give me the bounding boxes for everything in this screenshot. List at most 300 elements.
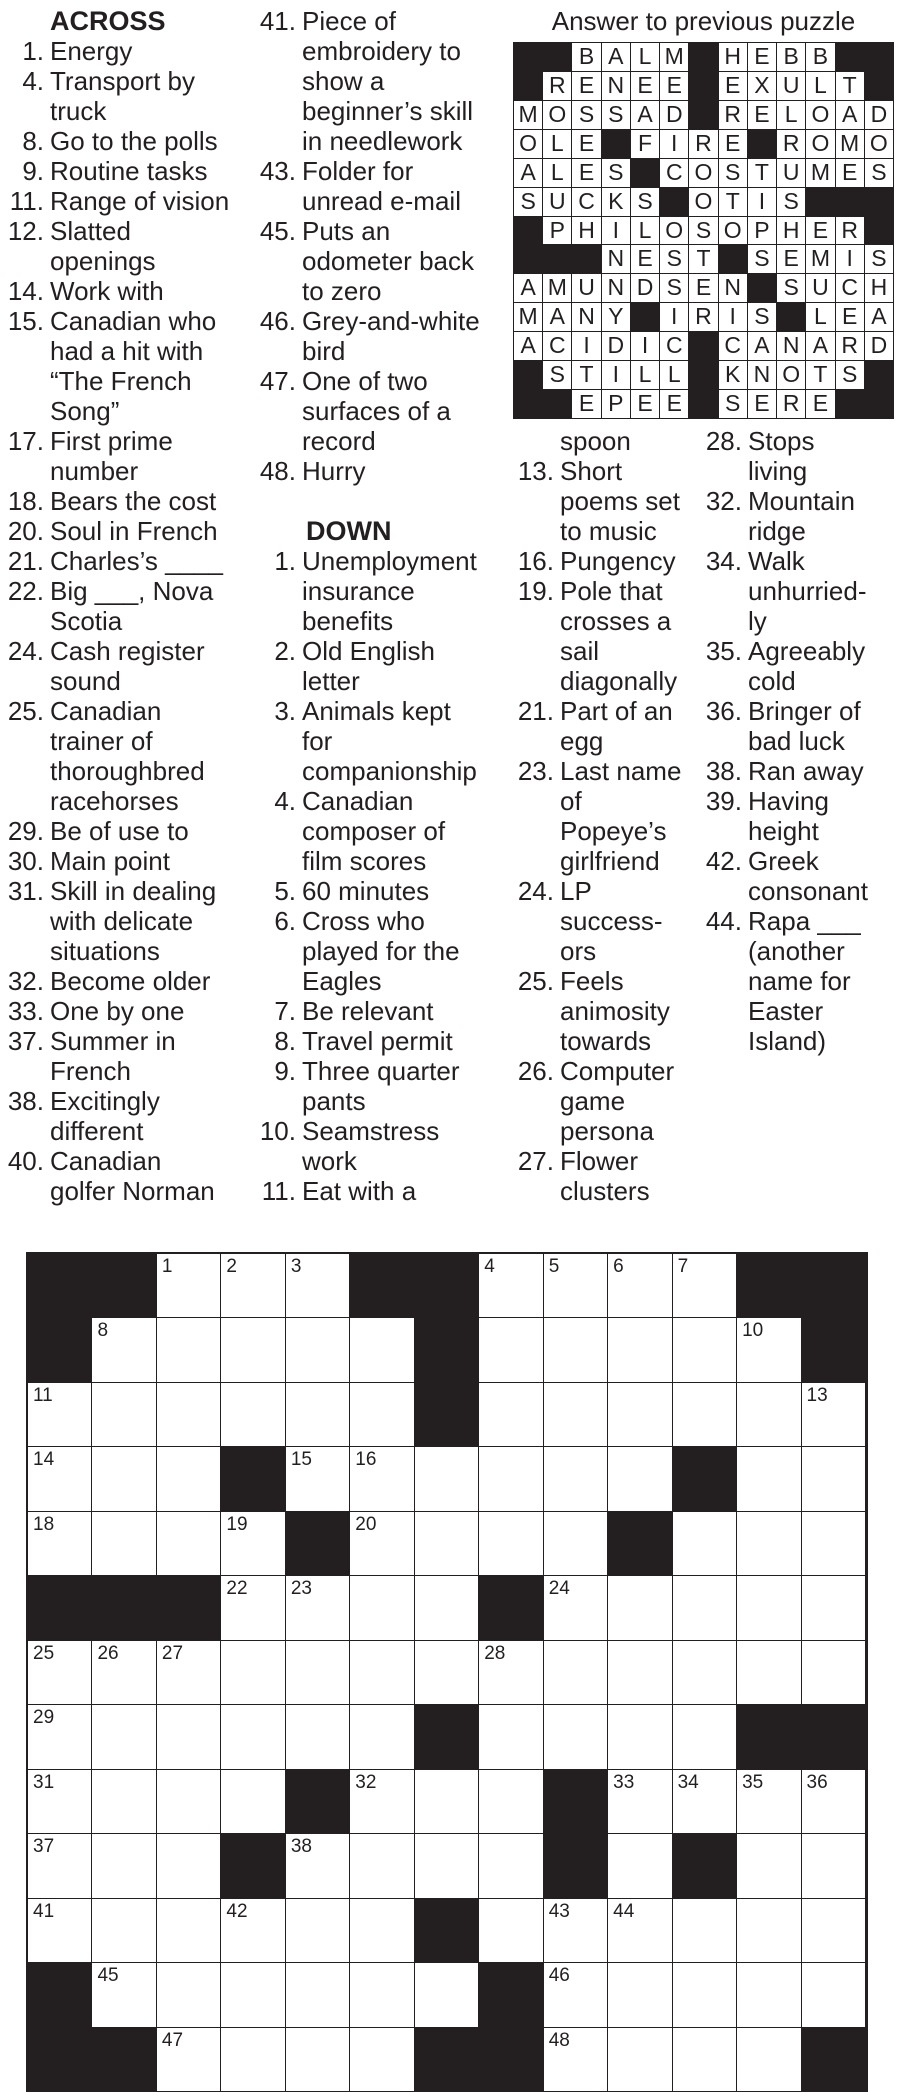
down-clue-line bbox=[698, 1026, 897, 1056]
grid-answer-cell[interactable] bbox=[415, 1641, 479, 1705]
grid-answer-cell[interactable] bbox=[802, 1576, 866, 1640]
clue-number: 25. bbox=[7, 696, 44, 726]
grid-answer-cell[interactable] bbox=[479, 1770, 543, 1834]
across-clue-line bbox=[0, 1056, 250, 1086]
grid-answer-cell[interactable] bbox=[544, 1383, 608, 1447]
clue-number: 30. bbox=[7, 846, 44, 876]
grid-answer-cell[interactable] bbox=[415, 1512, 479, 1576]
across-clue-line bbox=[0, 1116, 250, 1146]
grid-answer-cell[interactable] bbox=[28, 1705, 92, 1769]
down-clue-line bbox=[698, 876, 897, 906]
answer-letter-cell: R bbox=[718, 100, 748, 130]
across-clue-line bbox=[0, 66, 250, 96]
grid-answer-cell[interactable] bbox=[544, 1512, 608, 1576]
grid-answer-cell[interactable] bbox=[544, 1576, 608, 1640]
grid-answer-cell[interactable] bbox=[286, 1834, 350, 1898]
answer-block-cell bbox=[571, 244, 601, 274]
grid-answer-cell[interactable] bbox=[92, 1641, 156, 1705]
grid-answer-cell[interactable] bbox=[350, 2028, 414, 2092]
grid-answer-cell[interactable] bbox=[673, 1770, 737, 1834]
grid-answer-cell[interactable] bbox=[608, 1641, 672, 1705]
grid-answer-cell[interactable] bbox=[350, 1576, 414, 1640]
clue-text: Stops bbox=[748, 426, 815, 456]
grid-answer-cell[interactable] bbox=[286, 2028, 350, 2092]
clue-text: Energy bbox=[50, 36, 133, 66]
cell-number: 41 bbox=[33, 1900, 55, 1922]
answer-block-cell bbox=[513, 244, 543, 274]
down-clue-line bbox=[510, 786, 700, 816]
grid-answer-cell[interactable] bbox=[28, 1834, 92, 1898]
clue-text: Three quarter bbox=[302, 1056, 460, 1086]
answer-letter-cell: M bbox=[542, 273, 572, 303]
clue-number: 31. bbox=[7, 876, 44, 906]
cell-number: 4 bbox=[484, 1256, 495, 1277]
grid-block-cell bbox=[28, 2028, 92, 2092]
across-clue-line bbox=[0, 396, 250, 426]
clue-number: 28. bbox=[705, 426, 742, 456]
grid-block-cell bbox=[28, 1963, 92, 2027]
answer-letter-cell: U bbox=[805, 273, 835, 303]
down-clue-line bbox=[252, 606, 510, 636]
answer-letter-cell: D bbox=[864, 100, 894, 130]
grid-answer-cell[interactable] bbox=[221, 2028, 285, 2092]
grid-block-cell bbox=[415, 1705, 479, 1769]
answer-letter-cell: P bbox=[601, 389, 631, 419]
grid-block-cell bbox=[737, 1254, 801, 1318]
clue-text: Piece of bbox=[302, 6, 396, 36]
clue-text: Be of use to bbox=[50, 816, 189, 846]
grid-answer-cell[interactable] bbox=[608, 1899, 672, 1963]
grid-answer-cell[interactable] bbox=[608, 1318, 672, 1382]
across-clue-line bbox=[252, 36, 510, 66]
across-clue-line bbox=[0, 216, 250, 246]
down-clue-line bbox=[698, 786, 897, 816]
grid-answer-cell[interactable] bbox=[92, 1318, 156, 1382]
down-clue-line bbox=[510, 726, 700, 756]
grid-answer-cell[interactable] bbox=[802, 1512, 866, 1576]
clue-text: persona bbox=[560, 1116, 654, 1146]
grid-answer-cell[interactable] bbox=[608, 2028, 672, 2092]
clue-text: Feels bbox=[560, 966, 624, 996]
grid-answer-cell[interactable] bbox=[92, 1705, 156, 1769]
answer-letter-cell: E bbox=[805, 216, 835, 246]
grid-answer-cell[interactable] bbox=[673, 1576, 737, 1640]
clue-text: record bbox=[302, 426, 376, 456]
grid-answer-cell[interactable] bbox=[92, 1770, 156, 1834]
clue-text: Go to the polls bbox=[50, 126, 218, 156]
grid-answer-cell[interactable] bbox=[608, 1834, 672, 1898]
across-clue-line bbox=[0, 546, 250, 576]
answer-letter-cell: E bbox=[630, 244, 660, 274]
clue-text: Seamstress bbox=[302, 1116, 440, 1146]
answer-letter-cell: H bbox=[776, 216, 806, 246]
grid-answer-cell[interactable] bbox=[737, 1318, 801, 1382]
grid-block-cell bbox=[673, 1447, 737, 1511]
grid-answer-cell[interactable] bbox=[157, 2028, 221, 2092]
grid-answer-cell[interactable] bbox=[157, 1899, 221, 1963]
grid-block-cell bbox=[415, 1254, 479, 1318]
clue-number: 32. bbox=[705, 486, 742, 516]
grid-answer-cell[interactable] bbox=[544, 1963, 608, 2027]
answer-letter-cell: I bbox=[747, 187, 777, 217]
across-clue-line bbox=[0, 696, 250, 726]
grid-answer-cell[interactable] bbox=[350, 1512, 414, 1576]
grid-answer-cell[interactable] bbox=[415, 1576, 479, 1640]
clue-text: Range of vision bbox=[50, 186, 230, 216]
clue-text: bad luck bbox=[748, 726, 845, 756]
clue-text: film scores bbox=[302, 846, 427, 876]
grid-answer-cell[interactable] bbox=[608, 1254, 672, 1318]
grid-answer-cell[interactable] bbox=[28, 1899, 92, 1963]
answer-block-cell bbox=[835, 389, 865, 419]
down-clue-line bbox=[510, 546, 700, 576]
grid-answer-cell[interactable] bbox=[737, 1770, 801, 1834]
grid-answer-cell[interactable] bbox=[157, 1963, 221, 2027]
down-clue-line bbox=[252, 1116, 510, 1146]
cell-number: 48 bbox=[548, 2029, 570, 2051]
grid-answer-cell[interactable] bbox=[673, 1963, 737, 2027]
grid-answer-cell[interactable] bbox=[221, 1641, 285, 1705]
clue-text: composer of bbox=[302, 816, 446, 846]
down-clue-line bbox=[698, 696, 897, 726]
clue-text: Pole that bbox=[560, 576, 663, 606]
grid-answer-cell[interactable] bbox=[544, 2028, 608, 2092]
grid-answer-cell[interactable] bbox=[479, 1899, 543, 1963]
grid-answer-cell[interactable] bbox=[737, 1576, 801, 1640]
grid-answer-cell[interactable] bbox=[221, 1576, 285, 1640]
grid-answer-cell[interactable] bbox=[544, 1318, 608, 1382]
grid-answer-cell[interactable] bbox=[544, 1254, 608, 1318]
answer-letter-cell: O bbox=[688, 187, 718, 217]
answer-letter-cell: X bbox=[747, 71, 777, 101]
cell-number: 5 bbox=[548, 1256, 560, 1277]
grid-answer-cell[interactable] bbox=[802, 1963, 866, 2027]
grid-answer-cell[interactable] bbox=[737, 1383, 801, 1447]
grid-answer-cell[interactable] bbox=[802, 1770, 866, 1834]
answer-letter-cell: S bbox=[688, 216, 718, 246]
grid-block-cell bbox=[28, 1318, 92, 1382]
clue-text: Canadian who bbox=[50, 306, 217, 336]
grid-answer-cell[interactable] bbox=[221, 1383, 285, 1447]
grid-answer-cell[interactable] bbox=[673, 1641, 737, 1705]
across-clue-line bbox=[252, 456, 510, 486]
answer-letter-cell: E bbox=[630, 71, 660, 101]
cell-number: 10 bbox=[742, 1320, 764, 1342]
clue-number: 9. bbox=[274, 1056, 296, 1086]
answer-letter-cell: K bbox=[601, 187, 631, 217]
cell-number: 1 bbox=[161, 1256, 173, 1277]
clue-text: Be relevant bbox=[302, 996, 434, 1026]
down-clue-line bbox=[510, 1056, 700, 1086]
grid-answer-cell[interactable] bbox=[157, 1770, 221, 1834]
cell-number: 2 bbox=[226, 1256, 237, 1277]
clue-number: 37. bbox=[7, 1026, 44, 1056]
grid-answer-cell[interactable] bbox=[802, 1899, 866, 1963]
down-clue-line bbox=[252, 966, 510, 996]
clue-number: 40. bbox=[7, 1146, 44, 1176]
grid-answer-cell[interactable] bbox=[286, 1576, 350, 1640]
grid-answer-cell[interactable] bbox=[350, 1834, 414, 1898]
grid-answer-cell[interactable] bbox=[737, 1641, 801, 1705]
answer-letter-cell: E bbox=[747, 100, 777, 130]
grid-answer-cell[interactable] bbox=[673, 1383, 737, 1447]
grid-answer-cell[interactable] bbox=[608, 1705, 672, 1769]
grid-answer-cell[interactable] bbox=[737, 1899, 801, 1963]
clue-number: 8. bbox=[274, 1026, 296, 1056]
down-clue-line bbox=[252, 996, 510, 1026]
grid-answer-cell[interactable] bbox=[737, 1447, 801, 1511]
grid-answer-cell[interactable] bbox=[544, 1641, 608, 1705]
clue-text: Hurry bbox=[302, 456, 366, 486]
grid-answer-cell[interactable] bbox=[802, 1834, 866, 1898]
grid-answer-cell[interactable] bbox=[157, 1254, 221, 1318]
clue-text: unread e-mail bbox=[302, 186, 461, 216]
clue-number: 35. bbox=[705, 636, 742, 666]
grid-answer-cell[interactable] bbox=[608, 1576, 672, 1640]
answer-letter-cell: E bbox=[805, 389, 835, 419]
answer-block-cell bbox=[776, 302, 806, 332]
across-clue-line bbox=[0, 756, 250, 786]
clue-text: Slatted bbox=[50, 216, 131, 246]
grid-answer-cell[interactable] bbox=[673, 1705, 737, 1769]
clue-text: Soul in French bbox=[50, 516, 218, 546]
cell-number: 42 bbox=[226, 1900, 248, 1922]
clue-text: spoon bbox=[560, 426, 631, 456]
grid-answer-cell[interactable] bbox=[479, 1512, 543, 1576]
across-clue-line bbox=[252, 366, 510, 396]
grid-answer-cell[interactable] bbox=[608, 1383, 672, 1447]
answer-block-cell bbox=[835, 42, 865, 72]
grid-answer-cell[interactable] bbox=[479, 1447, 543, 1511]
grid-answer-cell[interactable] bbox=[350, 1963, 414, 2027]
clue-number: 44. bbox=[705, 906, 742, 936]
clue-number: 21. bbox=[7, 546, 44, 576]
grid-answer-cell[interactable] bbox=[737, 1834, 801, 1898]
clue-text: game bbox=[560, 1086, 626, 1116]
grid-answer-cell[interactable] bbox=[157, 1641, 221, 1705]
answer-letter-cell: L bbox=[630, 360, 660, 390]
down-clue-line bbox=[510, 606, 700, 636]
answer-letter-cell: C bbox=[571, 187, 601, 217]
grid-answer-cell[interactable] bbox=[673, 1899, 737, 1963]
answer-block-cell bbox=[747, 273, 777, 303]
grid-answer-cell[interactable] bbox=[92, 1834, 156, 1898]
down-clue-line bbox=[252, 666, 510, 696]
across-clue-line bbox=[0, 906, 250, 936]
grid-answer-cell[interactable] bbox=[221, 1318, 285, 1382]
clue-text: crosses a bbox=[560, 606, 672, 636]
clue-text: poems set bbox=[560, 486, 680, 516]
clue-text: ly bbox=[748, 606, 767, 636]
grid-answer-cell[interactable] bbox=[544, 1705, 608, 1769]
answer-letter-cell: U bbox=[776, 158, 806, 188]
answer-block-cell bbox=[688, 360, 718, 390]
across-clue-line bbox=[0, 726, 250, 756]
across-clue-line bbox=[0, 576, 250, 606]
across-clue-line bbox=[252, 246, 510, 276]
grid-answer-cell[interactable] bbox=[350, 1641, 414, 1705]
clue-text: egg bbox=[560, 726, 604, 756]
answer-block-cell bbox=[601, 129, 631, 159]
previous-answer-grid bbox=[513, 42, 893, 418]
answer-letter-cell: E bbox=[571, 389, 601, 419]
answer-block-cell bbox=[864, 216, 894, 246]
grid-answer-cell[interactable] bbox=[608, 1963, 672, 2027]
grid-block-cell bbox=[28, 1254, 92, 1318]
grid-answer-cell[interactable] bbox=[157, 1705, 221, 1769]
grid-answer-cell[interactable] bbox=[286, 1963, 350, 2027]
grid-answer-cell[interactable] bbox=[479, 1641, 543, 1705]
grid-answer-cell[interactable] bbox=[28, 1770, 92, 1834]
grid-answer-cell[interactable] bbox=[608, 1447, 672, 1511]
clue-text: Cash register bbox=[50, 636, 205, 666]
grid-answer-cell[interactable] bbox=[286, 1318, 350, 1382]
answer-letter-cell: D bbox=[630, 273, 660, 303]
grid-answer-cell[interactable] bbox=[92, 1447, 156, 1511]
grid-answer-cell[interactable] bbox=[92, 1512, 156, 1576]
grid-answer-cell[interactable] bbox=[802, 1447, 866, 1511]
grid-answer-cell[interactable] bbox=[350, 1899, 414, 1963]
grid-answer-cell[interactable] bbox=[544, 1447, 608, 1511]
grid-answer-cell[interactable] bbox=[673, 1318, 737, 1382]
across-clue-line bbox=[0, 1176, 250, 1206]
down-clue-line bbox=[510, 486, 700, 516]
grid-answer-cell[interactable] bbox=[286, 1705, 350, 1769]
grid-answer-cell[interactable] bbox=[415, 1770, 479, 1834]
clue-text: height bbox=[748, 816, 819, 846]
grid-answer-cell[interactable] bbox=[479, 1705, 543, 1769]
grid-answer-cell[interactable] bbox=[92, 1383, 156, 1447]
grid-block-cell bbox=[415, 1383, 479, 1447]
grid-answer-cell[interactable] bbox=[415, 1963, 479, 2027]
grid-answer-cell[interactable] bbox=[92, 1963, 156, 2027]
across-clue-line bbox=[252, 96, 510, 126]
answer-letter-cell: O bbox=[513, 129, 543, 159]
grid-answer-cell[interactable] bbox=[221, 1512, 285, 1576]
clue-number: 6. bbox=[274, 906, 296, 936]
answer-letter-cell: S bbox=[513, 187, 543, 217]
grid-answer-cell[interactable] bbox=[221, 1899, 285, 1963]
clue-text: pants bbox=[302, 1086, 366, 1116]
answer-letter-cell: S bbox=[630, 187, 660, 217]
answer-block-cell bbox=[659, 187, 689, 217]
grid-answer-cell[interactable] bbox=[92, 1899, 156, 1963]
grid-answer-cell[interactable] bbox=[157, 1383, 221, 1447]
down-clue-line bbox=[252, 876, 510, 906]
clue-text: sound bbox=[50, 666, 121, 696]
grid-answer-cell[interactable] bbox=[802, 1383, 866, 1447]
cell-number: 14 bbox=[33, 1449, 55, 1471]
across-clue-line bbox=[0, 126, 250, 156]
grid-block-cell bbox=[157, 1576, 221, 1640]
clue-text: Last name bbox=[560, 756, 682, 786]
grid-answer-cell[interactable] bbox=[673, 1254, 737, 1318]
answer-letter-cell: R bbox=[776, 129, 806, 159]
across-clue-line bbox=[0, 366, 250, 396]
grid-answer-cell[interactable] bbox=[221, 1963, 285, 2027]
grid-answer-cell[interactable] bbox=[350, 1770, 414, 1834]
grid-answer-cell[interactable] bbox=[415, 1447, 479, 1511]
clue-number: 34. bbox=[705, 546, 742, 576]
down-clue-line bbox=[252, 1146, 510, 1176]
grid-answer-cell[interactable] bbox=[157, 1512, 221, 1576]
grid-answer-cell[interactable] bbox=[286, 1447, 350, 1511]
grid-block-cell bbox=[802, 1254, 866, 1318]
across-clue-line bbox=[252, 156, 510, 186]
grid-answer-cell[interactable] bbox=[286, 1254, 350, 1318]
grid-answer-cell[interactable] bbox=[479, 1834, 543, 1898]
grid-answer-cell[interactable] bbox=[737, 2028, 801, 2092]
clue-number: 27. bbox=[517, 1146, 554, 1176]
clue-number: 23. bbox=[517, 756, 554, 786]
answer-letter-cell: S bbox=[747, 244, 777, 274]
grid-answer-cell[interactable] bbox=[479, 1254, 543, 1318]
clue-text: diagonally bbox=[560, 666, 678, 696]
grid-answer-cell[interactable] bbox=[221, 1770, 285, 1834]
grid-answer-cell[interactable] bbox=[28, 1512, 92, 1576]
answer-letter-cell: O bbox=[542, 100, 572, 130]
down-clue-line bbox=[252, 546, 510, 576]
clue-number: 4. bbox=[274, 786, 296, 816]
grid-answer-cell[interactable] bbox=[350, 1447, 414, 1511]
answer-letter-cell: A bbox=[630, 100, 660, 130]
grid-answer-cell[interactable] bbox=[157, 1318, 221, 1382]
grid-answer-cell[interactable] bbox=[28, 1383, 92, 1447]
answer-block-cell bbox=[688, 42, 718, 72]
clue-text: One of two bbox=[302, 366, 428, 396]
answer-letter-cell: L bbox=[805, 71, 835, 101]
grid-answer-cell[interactable] bbox=[221, 1254, 285, 1318]
grid-answer-cell[interactable] bbox=[737, 1512, 801, 1576]
crossword-grid bbox=[26, 1252, 868, 2092]
grid-answer-cell[interactable] bbox=[157, 1447, 221, 1511]
clue-text: First prime bbox=[50, 426, 173, 456]
grid-answer-cell[interactable] bbox=[28, 1447, 92, 1511]
grid-answer-cell[interactable] bbox=[350, 1705, 414, 1769]
grid-answer-cell[interactable] bbox=[286, 1641, 350, 1705]
answer-letter-cell: R bbox=[835, 216, 865, 246]
down-clue-line bbox=[698, 996, 897, 1026]
down-clue-line bbox=[252, 936, 510, 966]
cell-number: 25 bbox=[33, 1642, 55, 1664]
grid-block-cell bbox=[286, 1512, 350, 1576]
grid-answer-cell[interactable] bbox=[479, 1383, 543, 1447]
grid-answer-cell[interactable] bbox=[286, 1383, 350, 1447]
down-clue-line bbox=[698, 936, 897, 966]
grid-answer-cell[interactable] bbox=[350, 1383, 414, 1447]
grid-answer-cell[interactable] bbox=[157, 1834, 221, 1898]
grid-answer-cell[interactable] bbox=[544, 1899, 608, 1963]
grid-answer-cell[interactable] bbox=[608, 1770, 672, 1834]
grid-answer-cell[interactable] bbox=[737, 1963, 801, 2027]
answer-letter-cell: O bbox=[776, 360, 806, 390]
grid-answer-cell[interactable] bbox=[221, 1705, 285, 1769]
grid-answer-cell[interactable] bbox=[479, 1318, 543, 1382]
grid-answer-cell[interactable] bbox=[802, 1641, 866, 1705]
clue-text: Bears the cost bbox=[50, 486, 217, 516]
previous-answer-title: Answer to previous puzzle bbox=[551, 6, 856, 36]
answer-letter-cell: E bbox=[571, 129, 601, 159]
grid-answer-cell[interactable] bbox=[673, 1512, 737, 1576]
clue-text: Greek bbox=[748, 846, 819, 876]
answer-letter-cell: S bbox=[571, 100, 601, 130]
grid-answer-cell[interactable] bbox=[28, 1641, 92, 1705]
clue-text: name for bbox=[748, 966, 851, 996]
grid-answer-cell[interactable] bbox=[673, 2028, 737, 2092]
grid-answer-cell[interactable] bbox=[350, 1318, 414, 1382]
grid-answer-cell[interactable] bbox=[415, 1834, 479, 1898]
grid-answer-cell[interactable] bbox=[286, 1899, 350, 1963]
